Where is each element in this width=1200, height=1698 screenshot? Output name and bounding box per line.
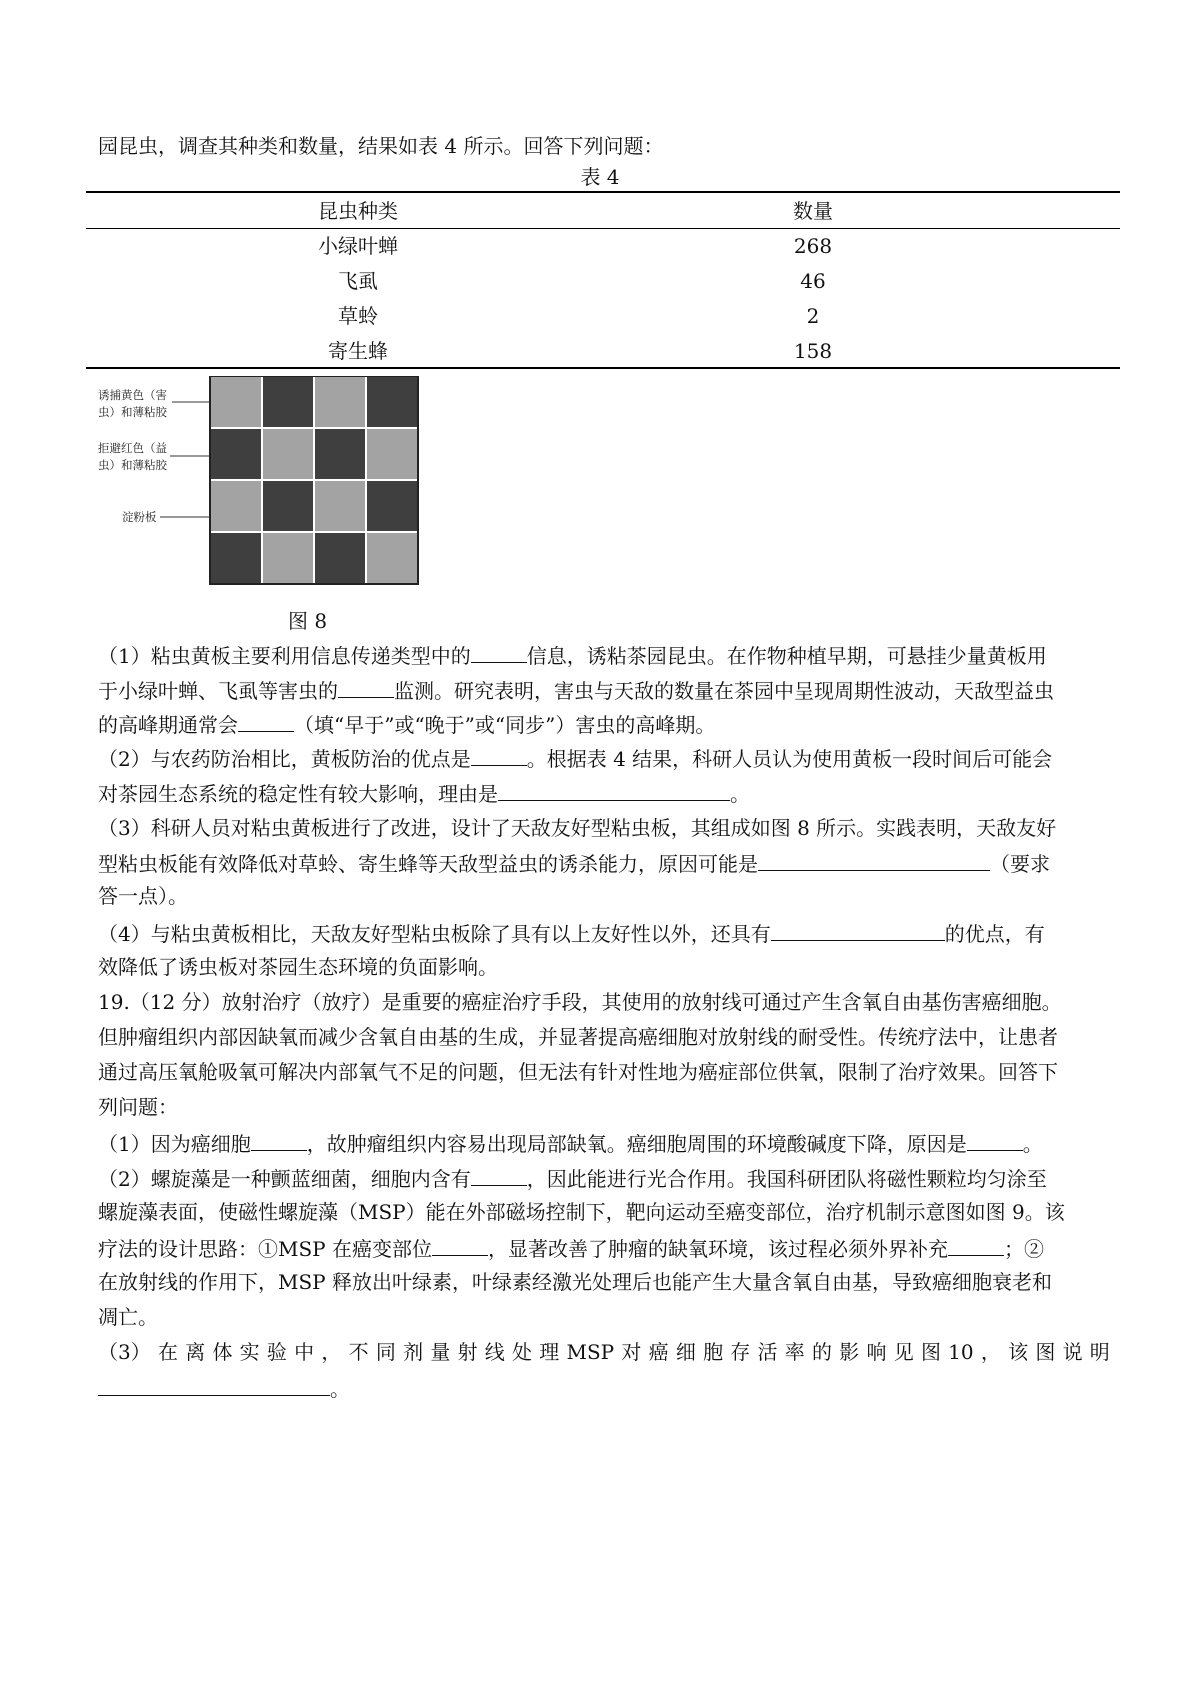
- text: ；②: [1004, 1237, 1044, 1261]
- q19-p3-word: 存: [730, 1340, 751, 1364]
- answer-blank[interactable]: [251, 1130, 307, 1151]
- q19-p3-word: 同: [375, 1340, 396, 1364]
- q18-p2-line1: [98, 745, 1052, 771]
- answer-blank[interactable]: [432, 1235, 488, 1256]
- q18-p1-line1: [98, 642, 1047, 668]
- table-cell-species: 小绿叶蝉: [318, 234, 398, 258]
- intro-text: 园昆虫，调查其种类和数量，结果如表 4 所示。回答下列问题：: [98, 134, 664, 158]
- text: 。: [730, 782, 750, 806]
- q19-p3-word: 明: [1089, 1340, 1110, 1364]
- table-cell-count: 2: [806, 304, 820, 328]
- q18-p2-line2: [98, 780, 750, 806]
- q19-p3-word: 实: [239, 1340, 260, 1364]
- figure-label-starch: 淀粉板: [122, 510, 157, 524]
- text: ，显著改善了肿瘤的缺氧环境，该过程必须外界补充: [488, 1237, 948, 1261]
- text: 于小绿叶蝉、飞虱等害虫的: [98, 679, 338, 703]
- answer-blank[interactable]: [771, 920, 945, 941]
- q19-p3-word: 体: [212, 1340, 233, 1364]
- q19-p3-word: 图: [920, 1340, 941, 1364]
- q19-p3-word: 的: [812, 1340, 832, 1364]
- q19-p3-word: 处: [512, 1340, 533, 1364]
- text: （2）螺旋藻是一种颤蓝细菌，细胞内含有: [98, 1167, 471, 1191]
- table-cell-count: 268: [793, 234, 833, 258]
- answer-blank[interactable]: [338, 677, 394, 698]
- q18-p3-line2: [98, 850, 1050, 876]
- table-header-rule: [86, 228, 1120, 229]
- table-cell-species: 寄生蜂: [328, 339, 388, 363]
- red-repel-square: [263, 481, 313, 531]
- answer-blank[interactable]: [758, 850, 990, 871]
- q19-p3-word: 对: [621, 1340, 642, 1364]
- table-bottom-rule: [86, 367, 1120, 369]
- text: 监测。研究表明，害虫与天敌的数量在茶园中呈现周期性波动，天敌型益虫: [394, 679, 1054, 703]
- answer-blank[interactable]: [471, 642, 527, 663]
- q19-p3-word: 该: [1008, 1340, 1029, 1364]
- q19-stem-line1: 19.（12 分）放射治疗（放疗）是重要的癌症治疗手段，其使用的放射线可通过产生含氧自由基伤害癌细胞。: [98, 990, 1062, 1014]
- q19-p1-line: [98, 1130, 1043, 1156]
- q19-p3-line1: [98, 1340, 1110, 1364]
- q18-p1-line2: [98, 677, 1054, 703]
- text: 。: [1022, 1132, 1043, 1156]
- q18-p1-line3: [98, 711, 715, 737]
- q19-p3-word: 验: [266, 1340, 287, 1364]
- q19-p3-word: 响: [866, 1340, 887, 1364]
- q19-p3-word: 活: [757, 1340, 778, 1364]
- table-header-species: 昆虫种类: [318, 199, 398, 223]
- q19-p3-word: 影: [839, 1340, 860, 1364]
- table-header-count: 数量: [793, 199, 833, 223]
- q19-p3-line2: [98, 1375, 350, 1401]
- answer-blank[interactable]: [98, 1375, 330, 1396]
- text: ，因此能进行光合作用。我国科研团队将磁性颗粒均匀涂至: [526, 1167, 1047, 1191]
- table-cell-count: 158: [793, 339, 833, 363]
- q19-p3-word: 说: [1062, 1340, 1083, 1364]
- table-cell-count: 46: [800, 269, 826, 293]
- text: （4）与粘虫黄板相比，天敌友好型粘虫板除了具有以上友好性以外，还具有: [98, 922, 771, 946]
- q19-p3-word: 不: [348, 1340, 369, 1364]
- figure-label-red-line2: 虫）和薄粘胶: [98, 458, 167, 472]
- table-top-rule: [86, 191, 1120, 193]
- red-repel-square: [367, 377, 417, 427]
- q19-stem-line2: 但肿瘤组织内部因缺氧而减少含氧自由基的生成，并显著提高癌细胞对放射线的耐受性。传统疗法中，让患者: [98, 1025, 1058, 1049]
- answer-blank[interactable]: [948, 1235, 1004, 1256]
- q19-p3-word: 量: [430, 1340, 451, 1364]
- text: （1）因为癌细胞: [98, 1132, 251, 1156]
- table-cell-species: 草蛉: [338, 304, 378, 328]
- figure-label-yellow-line2: 虫）和薄粘胶: [98, 405, 167, 419]
- q19-p2-line1: [98, 1165, 1047, 1191]
- figure-8-diagram: [98, 376, 428, 604]
- q19-p3-word: ，: [980, 1340, 1001, 1364]
- q19-p2-line5: 凋亡。: [98, 1305, 158, 1329]
- text: ，故肿瘤组织内容易出现局部缺氧。癌细胞周围的环境酸碱度下降，原因是: [306, 1132, 967, 1156]
- red-repel-square: [367, 481, 417, 531]
- text: （要求: [990, 852, 1050, 876]
- red-repel-square: [315, 533, 365, 583]
- yellow-trap-square: [315, 481, 365, 531]
- q19-stem-line3: 通过高压氧舱吸氧可解决内部氧气不足的问题，但无法有针对性地为癌症部位供氧，限制了治疗效果。回答下: [98, 1060, 1058, 1084]
- answer-blank[interactable]: [498, 780, 730, 801]
- yellow-trap-square: [367, 429, 417, 479]
- answer-blank[interactable]: [238, 711, 294, 732]
- q19-p3-word: 离: [185, 1340, 206, 1364]
- q19-p2-line3: [98, 1235, 1044, 1261]
- q19-p3-word: 见: [893, 1340, 914, 1364]
- q19-p3-word: MSP: [566, 1340, 615, 1364]
- q19-p2-line4: 在放射线的作用下，MSP 释放出叶绿素，叶绿素经激光处理后也能产生大量含氧自由基，导致癌细胞衰老和: [98, 1270, 1052, 1294]
- figure-label-red-line1: 拒避红色（益: [98, 441, 167, 455]
- red-repel-square: [263, 377, 313, 427]
- q19-p3-word: 理: [539, 1340, 560, 1364]
- q19-p3-word: 在: [157, 1340, 178, 1364]
- table-caption: 表 4: [580, 165, 620, 189]
- q19-p3-word: 胞: [703, 1340, 724, 1364]
- figure-8: [98, 376, 428, 604]
- yellow-trap-square: [211, 377, 261, 427]
- q19-p3-word: 剂: [403, 1340, 424, 1364]
- q19-p3-word: （3）: [98, 1340, 151, 1364]
- yellow-trap-square: [263, 533, 313, 583]
- q19-p2-line2: 螺旋藻表面，使磁性螺旋藻（MSP）能在外部磁场控制下，靶向运动至癌变部位，治疗机制示意图如图 9。该: [98, 1200, 1065, 1224]
- q19-p3-word: 细: [675, 1340, 696, 1364]
- table-cell-species: 飞虱: [338, 269, 378, 293]
- q19-p3-word: 中: [294, 1340, 315, 1364]
- red-repel-square: [211, 429, 261, 479]
- q18-p3-line1: （3）科研人员对粘虫黄板进行了改进，设计了天敌友好型粘虫板，其组成如图 8 所示。实践表明，天敌友好: [98, 816, 1057, 840]
- yellow-trap-square: [263, 429, 313, 479]
- text: （2）与农药防治相比，黄板防治的优点是: [98, 747, 471, 771]
- yellow-trap-square: [315, 377, 365, 427]
- figure-8-caption: 图 8: [288, 609, 328, 633]
- answer-blank[interactable]: [471, 1165, 527, 1186]
- q19-p3-word: 率: [784, 1340, 805, 1364]
- text: 的优点，有: [944, 922, 1045, 946]
- checkerboard-grid: [210, 376, 418, 584]
- q19-p3-word: 线: [484, 1340, 505, 1364]
- q19-p3-word: ，: [321, 1340, 342, 1364]
- text: 信息，诱粘茶园昆虫。在作物种植早期，可悬挂少量黄板用: [526, 644, 1047, 668]
- q18-p4-line1: [98, 920, 1045, 946]
- figure-label-yellow-line1: 诱捕黄色（害: [98, 388, 167, 402]
- q19-p3-word: 图: [1035, 1340, 1056, 1364]
- text: 型粘虫板能有效降低对草蛉、寄生蜂等天敌型益虫的诱杀能力，原因可能是: [98, 852, 758, 876]
- q19-stem-line4: 列问题：: [98, 1095, 178, 1119]
- text: 。根据表 4 结果，科研人员认为使用黄板一段时间后可能会: [526, 747, 1053, 771]
- q19-p3-word: 射: [457, 1340, 478, 1364]
- text: （1）粘虫黄板主要利用信息传递类型中的: [98, 644, 471, 668]
- red-repel-square: [211, 533, 261, 583]
- text: 疗法的设计思路：①MSP 在癌变部位: [98, 1237, 432, 1261]
- q18-p4-line2: 效降低了诱虫板对茶园生态环境的负面影响。: [98, 955, 498, 979]
- text: 。: [330, 1377, 350, 1401]
- red-repel-square: [315, 429, 365, 479]
- text: 对茶园生态系统的稳定性有较大影响，理由是: [98, 782, 498, 806]
- q19-p3-word: 癌: [648, 1340, 669, 1364]
- yellow-trap-square: [211, 481, 261, 531]
- answer-blank[interactable]: [967, 1130, 1023, 1151]
- q19-p3-word: 10: [948, 1340, 974, 1364]
- answer-blank[interactable]: [471, 745, 527, 766]
- q18-p3-line3: 答一点）。: [98, 884, 188, 908]
- text: 的高峰期通常会: [98, 713, 238, 737]
- text: （填“早于”或“晚于”或“同步”）害虫的高峰期。: [294, 713, 716, 737]
- yellow-trap-square: [367, 533, 417, 583]
